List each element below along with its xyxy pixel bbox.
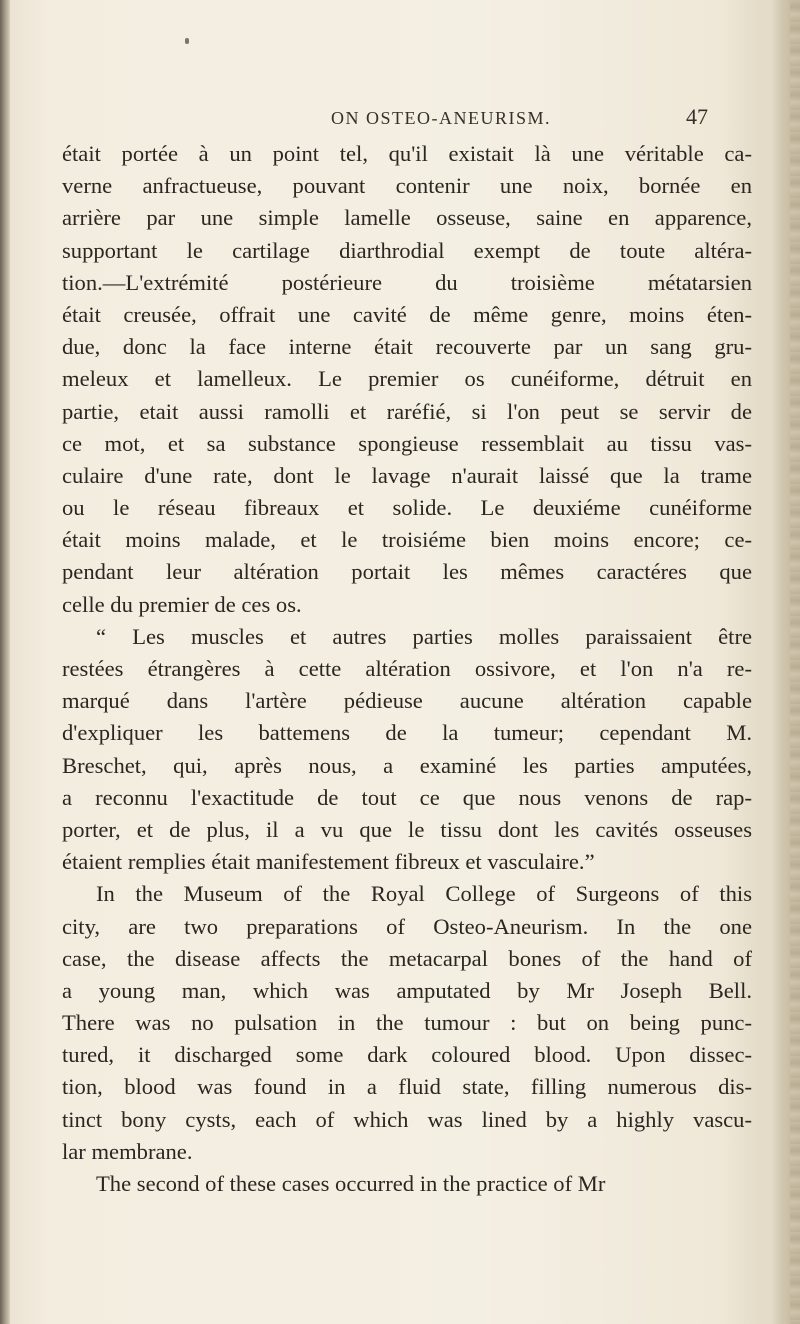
binding-edge [0,0,10,1324]
text-line: verne anfractueuse, pouvant contenir une noix, bornée en [62,173,752,199]
page-number: 47 [686,104,708,129]
text-line: a young man, which was amputated by Mr Joseph Bell. [62,977,752,1003]
text-line: était moins malade, et le troisiéme bien moins encore; ce- [62,527,752,553]
running-header [0,104,800,132]
running-title: ON OSTEO-ANEURISM. [331,108,551,128]
text-line: “ Les muscles et autres parties molles paraissaient être [96,623,752,649]
text-line: celle du premier de ces os. [62,591,302,617]
text-line: city, are two preparations of Osteo-Aneurism. In the one [62,913,752,939]
text-line: pendant leur altération portait les mêmes caractéres que [62,559,752,585]
text-line: d'expliquer les battemens de la tumeur; cependant M. [62,720,752,746]
text-line: tion, blood was found in a fluid state, filling numerous dis- [62,1074,752,1100]
text-line: The second of these cases occurred in the practice of Mr [96,1171,606,1196]
text-line: restées étrangères à cette altération ossivore, et l'on n'a re- [62,656,752,681]
text-line: porter, et de plus, il a vu que le tissu dont les cavités osseuses [62,816,752,842]
text-line: tured, it discharged some dark coloured blood. Upon dissec- [62,1042,752,1068]
text-line: There was no pulsation in the tumour : but on being punc- [62,1010,752,1036]
page-edge-strip [790,0,800,1324]
text-line: culaire d'une rate, dont le lavage n'aurait laissé que la trame [62,462,752,488]
text-line: meleux et lamelleux. Le premier os cunéiforme, détruit en [62,366,752,392]
text-line: Breschet, qui, après nous, a examiné les parties amputées, [62,752,752,778]
text-line: due, donc la face interne était recouverte par un sang gru- [62,334,752,360]
text-line: In the Museum of the Royal College of Surgeons of this [96,881,752,907]
text-line: tinct bony cysts, each of which was lined by a highly vascu- [62,1106,752,1132]
text-line: ou le réseau fibreaux et solide. Le deuxiéme cunéiforme [62,495,752,521]
text-line: était creusée, offrait une cavité de même genre, moins éten- [62,301,752,327]
text-line: supportant le cartilage diarthrodial exempt de toute altéra- [62,237,752,263]
text-line: lar membrane. [62,1138,193,1164]
text-line: case, the disease affects the metacarpal bones of the hand of [62,945,752,971]
body-text [62,138,752,1200]
text-line: ce mot, et sa substance spongieuse ressemblait au tissu vas- [62,430,752,456]
text-line: a reconnu l'exactitude de tout ce que nous venons de rap- [62,784,752,810]
text-line: étaient remplies était manifestement fibreux et vasculaire.” [62,849,595,875]
ink-speck [185,38,189,44]
text-line: tion.—L'extrémité postérieure du troisième métatarsien [62,269,752,295]
text-line: était portée à un point tel, qu'il existait là une véritable ca- [62,141,752,166]
text-line: partie, etait aussi ramolli et raréfié, si l'on peut se servir de [62,398,752,424]
text-line: arrière par une simple lamelle osseuse, saine en apparence, [62,205,752,231]
text-line: marqué dans l'artère pédieuse aucune altération capable [62,688,752,714]
